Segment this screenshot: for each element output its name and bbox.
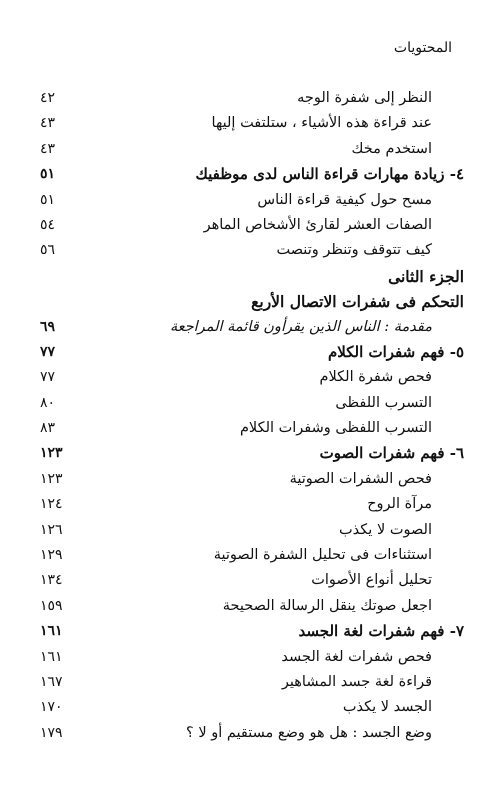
- toc-page-number: ٨٠: [40, 394, 56, 411]
- toc-entry-title: الجزء الثانى: [388, 266, 464, 286]
- toc-entry-row: [40, 568, 464, 593]
- toc-page-number: ١٢٣: [40, 445, 63, 462]
- toc-page-number: ١٢٦: [40, 521, 63, 538]
- toc-entry-row: [40, 86, 464, 111]
- toc-entry-title: ٤- زيادة مهارات قراءة الناس لدى موظفيك: [195, 165, 464, 184]
- toc-entry-row: [40, 492, 464, 517]
- toc-entry-row: [40, 238, 464, 263]
- toc-entry-row: [40, 137, 464, 162]
- toc-part-heading: [40, 289, 464, 314]
- toc-entry-row: [40, 416, 464, 441]
- toc-intro-row: [40, 315, 464, 340]
- toc-page-number: ١٦٧: [40, 673, 63, 690]
- toc-entry-title: التسرب اللفظى: [335, 394, 432, 411]
- toc-entry-row: [40, 645, 464, 670]
- toc-entry-row: [40, 365, 464, 390]
- toc-entry-title: استثناءات فى تحليل الشفرة الصوتية: [213, 547, 432, 564]
- toc-entry-title: مرآة الروح: [367, 496, 432, 513]
- toc-page-number: ٦٩: [40, 318, 56, 335]
- toc-chapter-row: [40, 162, 464, 187]
- toc-entry-title: كيف تتوقف وتنظر وتنصت: [276, 242, 432, 259]
- toc-entry-title: قراءة لغة جسد المشاهير: [281, 673, 432, 690]
- toc-page-number: ٤٢: [40, 90, 56, 106]
- toc-entry-title: الصفات العشر لقارئ الأشخاص الماهر: [203, 216, 432, 233]
- toc-entry-title: النظر إلى شفرة الوجه: [297, 90, 432, 106]
- toc-page-number: ٥٦: [40, 242, 56, 259]
- toc-page-number: ٥٤: [40, 216, 56, 233]
- toc-entry-title: اجعل صوتك ينقل الرسالة الصحيحة: [222, 597, 432, 614]
- toc-entry-row: [40, 543, 464, 568]
- toc-page-number: ١٣٤: [40, 572, 63, 589]
- toc-entry-title: فحص الشفرات الصوتية: [289, 470, 432, 487]
- toc-entry-row: [40, 670, 464, 695]
- toc-entry-title: ٥- فهم شفرات الكلام: [327, 342, 464, 361]
- toc-entry-title: الجسد لا يكذب: [342, 699, 432, 716]
- toc-page-number: ٧٧: [40, 343, 56, 360]
- toc-page-number: ١٧٩: [40, 724, 63, 741]
- toc-page-number: ٥١: [40, 166, 56, 183]
- toc-entry-title: الصوت لا يكذب: [339, 521, 432, 538]
- toc-entry-row: [40, 467, 464, 492]
- toc-entry-row: [40, 518, 464, 543]
- toc-page-number: ٥١: [40, 191, 56, 208]
- toc-page-number: ١٦١: [40, 623, 63, 640]
- toc-entry-title: ٦- فهم شفرات الصوت: [319, 444, 464, 463]
- toc-page-number: ١٢٩: [40, 547, 63, 564]
- toc-page-number: ١٢٤: [40, 496, 63, 513]
- toc-entry-row: [40, 594, 464, 619]
- toc-entry-row: [40, 695, 464, 720]
- running-head: المحتويات: [393, 40, 452, 56]
- toc-entry-row: [40, 721, 464, 746]
- toc-entry-title: ٧- فهم شفرات لغة الجسد: [298, 622, 464, 641]
- toc-chapter-row: [40, 619, 464, 644]
- toc-chapter-row: [40, 340, 464, 365]
- toc-entry-title: فحص شفرة الكلام: [319, 369, 432, 386]
- toc-chapter-row: [40, 441, 464, 466]
- toc-entry-title: استخدم مخك: [351, 140, 432, 157]
- toc-entry-title: التسرب اللفظى وشفرات الكلام: [239, 420, 432, 437]
- toc-entry-title: مسح حول كيفية قراءة الناس: [257, 191, 432, 208]
- toc-entry-title: تحليل أنواع الأصوات: [311, 572, 432, 589]
- toc-entry-row: [40, 111, 464, 136]
- toc-entry-row: [40, 188, 464, 213]
- toc-entry-title: عند قراءة هذه الأشياء ، ستلتفت إليها: [211, 115, 432, 132]
- toc-page-number: ٧٧: [40, 369, 56, 386]
- toc-page-number: ١٢٣: [40, 470, 63, 487]
- toc-entry-row: [40, 391, 464, 416]
- toc-page-number: ٤٣: [40, 115, 56, 132]
- toc-page-number: ١٧٠: [40, 699, 63, 716]
- toc-page-number: ١٥٩: [40, 597, 63, 614]
- toc-entry-row: [40, 213, 464, 238]
- toc-page-number: ٤٣: [40, 140, 56, 157]
- table-of-contents: [40, 86, 464, 746]
- toc-entry-title: مقدمة : الناس الذين يقرأون قائمة المراجعة: [169, 318, 432, 335]
- toc-part-heading: [40, 264, 464, 289]
- toc-entry-title: التحكم فى شفرات الاتصال الأربع: [251, 292, 464, 312]
- toc-page-number: ٨٣: [40, 420, 56, 437]
- toc-entry-title: فحص شفرات لغة الجسد: [281, 648, 432, 665]
- toc-page-number: ١٦١: [40, 648, 63, 665]
- toc-entry-title: وضع الجسد : هل هو وضع مستقيم أو لا ؟: [186, 724, 432, 741]
